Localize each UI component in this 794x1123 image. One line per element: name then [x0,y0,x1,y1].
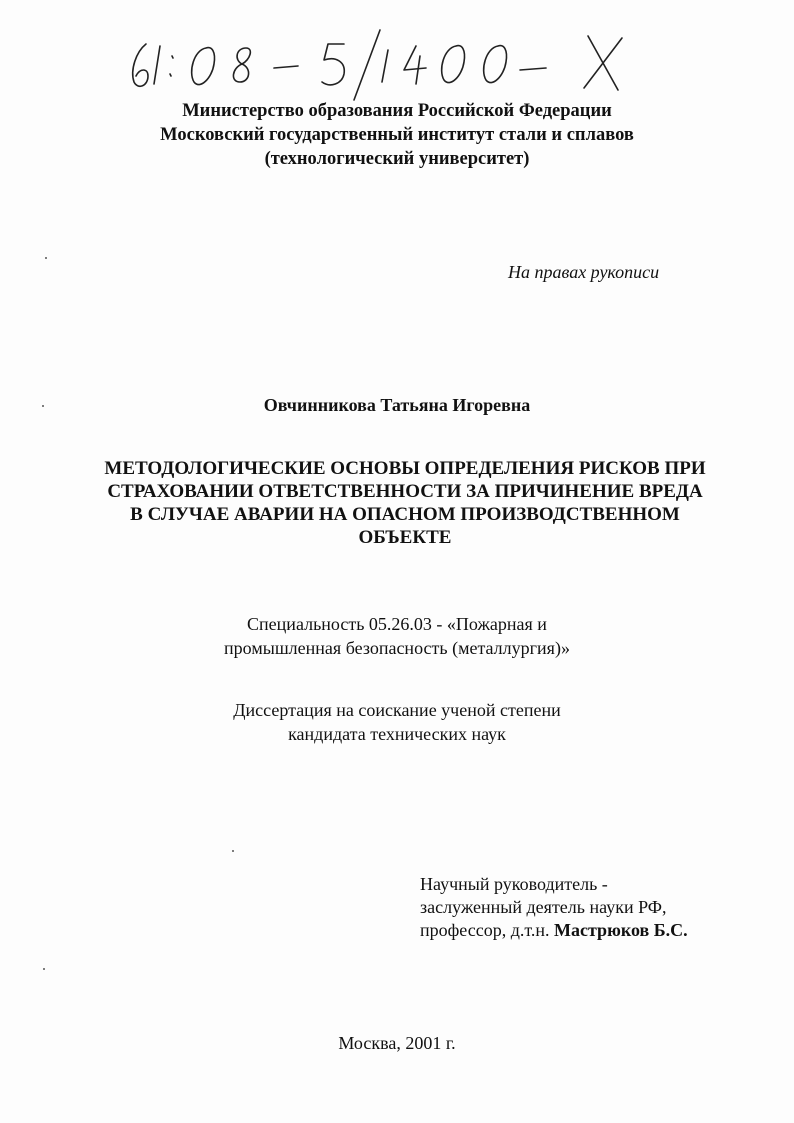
scan-speck [232,850,234,852]
specialty-line: промышленная безопасность (металлургия)» [224,638,570,658]
title-line: ОБЪЕКТЕ [358,527,452,548]
university-line: (технологический университет) [264,149,530,169]
degree-line: Диссертация на соискание ученой степени [233,700,561,720]
supervisor-name: Мастрюков Б.С. [554,920,688,940]
institute-line: Московский государственный институт стали и сплавов [160,125,634,145]
author-name: Овчинникова Татьяна Игоревна [263,395,531,415]
supervisor-block [420,873,688,942]
scan-speck [42,405,44,407]
degree-line: кандидата технических наук [288,724,506,744]
title-line: СТРАХОВАНИИ ОТВЕТСТВЕННОСТИ ЗА ПРИЧИНЕНИЕ ВРЕДА [107,481,703,502]
specialty-block [0,612,794,660]
manuscript-rights-note: На правах рукописи [508,262,660,282]
city-year: Москва, 2001 г. [338,1033,456,1053]
dissertation-title [90,457,720,549]
institution-header [0,99,794,171]
supervisor-role: Научный руководитель - [420,874,608,894]
ministry-line: Министерство образования Российской Федерации [182,101,612,121]
supervisor-honor: заслуженный деятель науки РФ, [420,897,667,917]
handwritten-archive-code [118,22,638,102]
degree-block [0,698,794,746]
specialty-line: Специальность 05.26.03 - «Пожарная и [247,614,547,634]
supervisor-title: профессор, д.т.н. [420,920,555,940]
scan-speck [43,968,45,970]
scan-speck [45,257,47,259]
supervisor-credentials [420,919,688,942]
title-line: МЕТОДОЛОГИЧЕСКИЕ ОСНОВЫ ОПРЕДЕЛЕНИЯ РИСКОВ ПРИ [104,458,706,479]
title-line: В СЛУЧАЕ АВАРИИ НА ОПАСНОМ ПРОИЗВОДСТВЕННОМ [130,504,680,525]
